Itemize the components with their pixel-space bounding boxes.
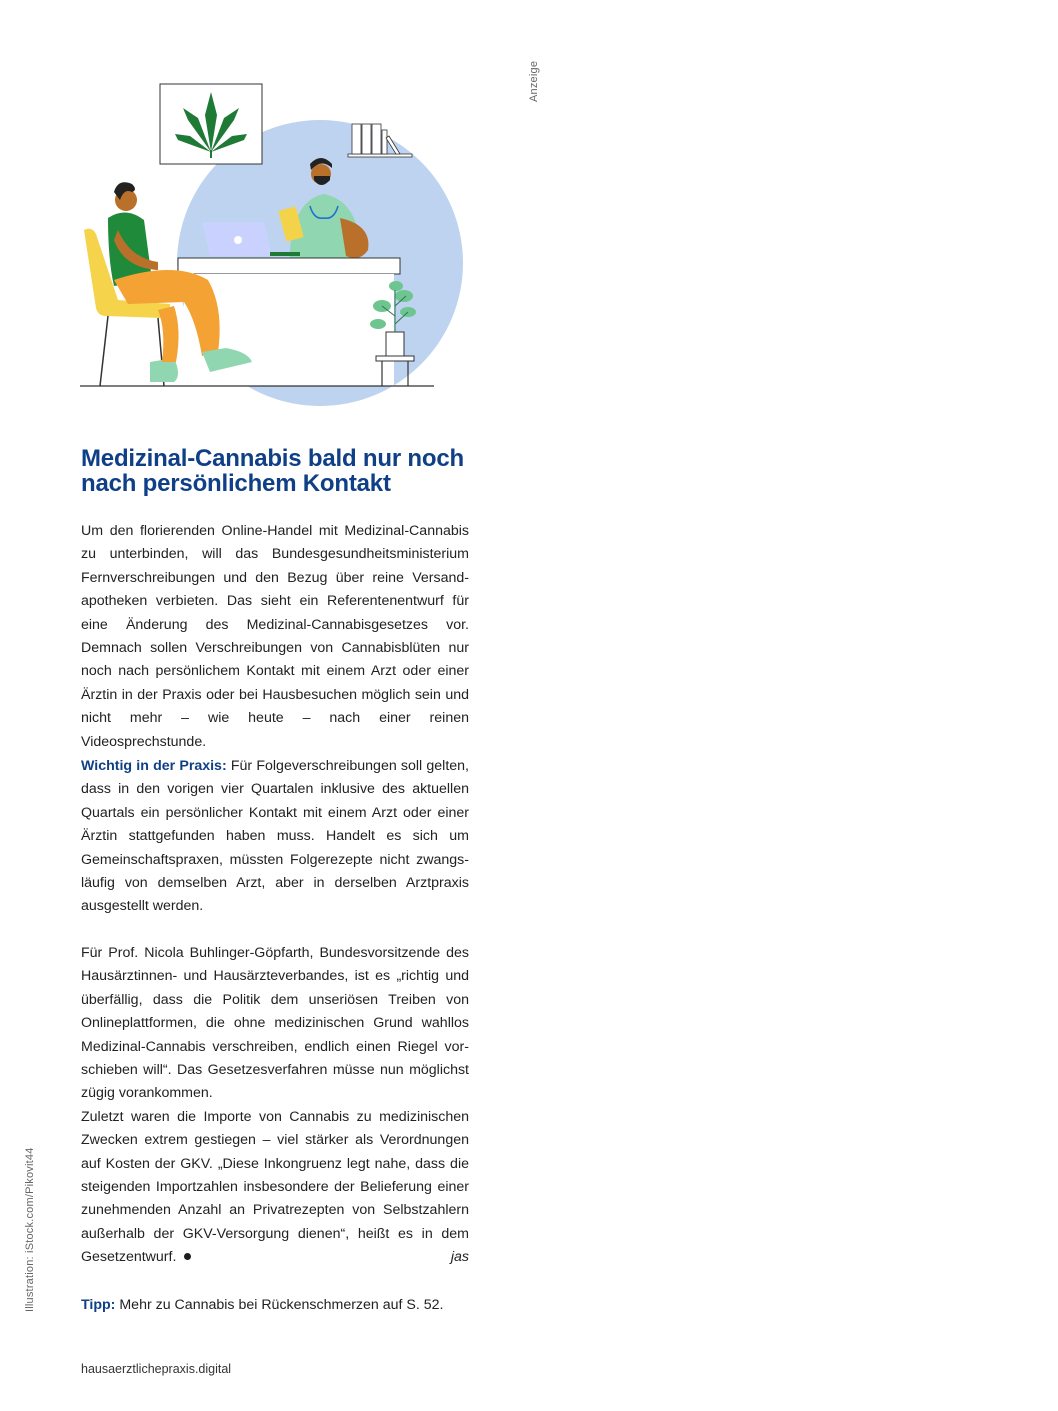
illustration-credit: Illustration: iStock.com/Pikovit44 [24,1147,36,1312]
tip-line [81,1294,481,1317]
article-paragraph-3 [81,942,469,1270]
author-initials: jas [450,1249,469,1266]
article-headline: Medizinal-Cannabis bald nur noch nach persönlichem Kontakt [81,445,464,497]
end-mark-icon [184,1253,191,1260]
import-text: Zuletzt waren die Importe von Cannabis zu medizinischen Zwecken extrem gestiegen – viel stärker als Verordnungen auf Kosten der GKV. „Diese Inkongruenz legt nahe, dass die steigenden Importzahlen insbesondere der Belieferung einer zunehmenden Anzahl an Privatrezepten von Selbstzahlern außerhalb der GKV-Versorgung dienen“, heißt es in dem Gesetzentwurf. [81,1108,469,1266]
tip-label: Tipp: [81,1297,116,1313]
footer-url[interactable]: hausaerztlichepraxis.digital [81,1362,232,1376]
import-paragraph [81,1106,469,1270]
article-paragraph-1: Um den florierenden Online-Handel mit Medizinal-Cannabis zu unterbinden, will das Bundesgesundheitsministerium Fernverschreibungen und den Bezug über reine Versandapotheken verbieten. Das sieht ein Referentenentwurf für eine Änderung des Medizinal-Cannabisgesetzes vor. Demnach sollen Verschreibungen von Cannabisblüten nur noch nach persönlichem Kontakt mit einem Arzt oder einer Ärztin in der Praxis oder bei Hausbesuchen möglich sein und nicht mehr – wie heute – nach einer reinen Videosprechstunde. [81,523,469,750]
ad-label: Anzeige [528,60,540,102]
tip-text: Mehr zu Cannabis bei Rückenschmerzen auf S. 52. [115,1297,444,1313]
paragraph-2-text: Für Folgeverschreibungen soll gelten, dass in den vorigen vier Quartalen inklusive des aktuellen Quartals ein persönlicher Kontakt mit einem Arzt oder einer Ärztin stattgefunden haben muss. Handelt es sich um Gemeinschaftspraxen, müssten Folgerezepte nicht zwangsläufig von demselben Arzt, aber in derselben Arztpraxis ausgestellt werden. [81,758,469,915]
article-paragraph-2 [81,755,469,919]
quote-paragraph: Für Prof. Nicola Buhlinger-Göpfarth, Bundesvorsitzende des Hausärztinnen- und Hausärzteverbandes, ist es „richtig und überfällig, dass die Politik dem unseriösen Treiben von Onlineplattformen, die ohne medizinischen Grund wahllos Medizinal-Cannabis verschreiben, endlich einen Riegel vorschieben will“. Das Gesetzesverfahren müsse nun möglichst zügig vorankommen. [81,945,469,1102]
practice-highlight: Wichtig in der Praxis: [81,758,227,774]
doctor-consultation-illustration [78,80,468,440]
